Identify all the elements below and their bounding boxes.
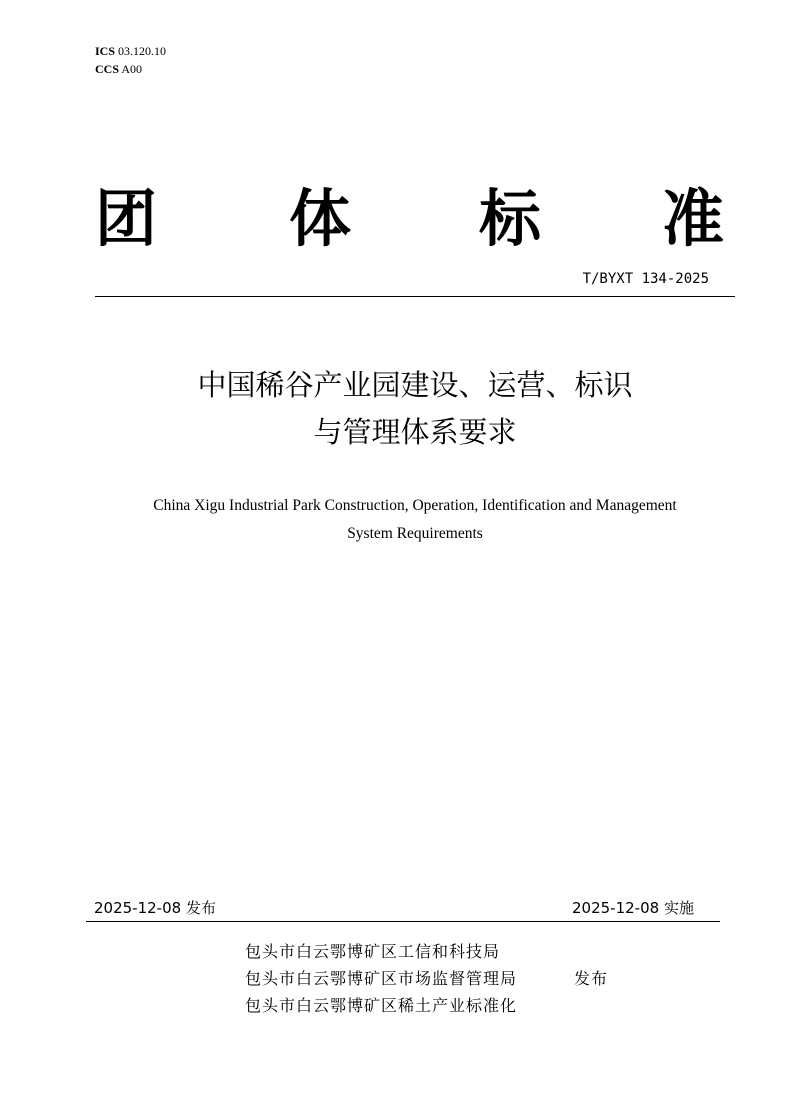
top-divider [95,296,735,297]
issuer-line-3: 包头市白云鄂博矿区稀土产业标准化 [245,996,518,1015]
ccs-label: CCS [95,62,120,76]
publish-date: 2025-12-08 发布 [94,899,216,917]
ics-label: ICS [95,44,116,58]
ccs-code: A00 [121,62,143,76]
english-title-line-1: China Xigu Industrial Park Construction, Operation, Identification and Management [153,497,677,514]
implement-date: 2025-12-08 实施 [572,899,694,917]
issuer-line-1: 包头市白云鄂博矿区工信和科技局 [245,942,501,961]
english-title-line-2: System Requirements [347,525,483,542]
chinese-title-line-2: 与管理体系要求 [313,415,517,449]
heading-char-1: 团 [94,182,157,255]
issuer-line-2: 包头市白云鄂博矿区市场监督管理局 [245,969,518,988]
standard-number: T/BYXT 134-2025 [582,271,709,287]
ccs-classification [95,62,142,76]
heading-char-4: 准 [661,182,724,255]
issue-action-label: 发布 [574,969,609,988]
bottom-divider [86,921,720,922]
ics-code: 03.120.10 [118,44,167,58]
ics-classification [95,44,166,58]
heading-char-2: 体 [288,182,351,255]
heading-char-3: 标 [478,182,541,255]
chinese-title-line-1: 中国稀谷产业园建设、运营、标识 [197,368,633,402]
